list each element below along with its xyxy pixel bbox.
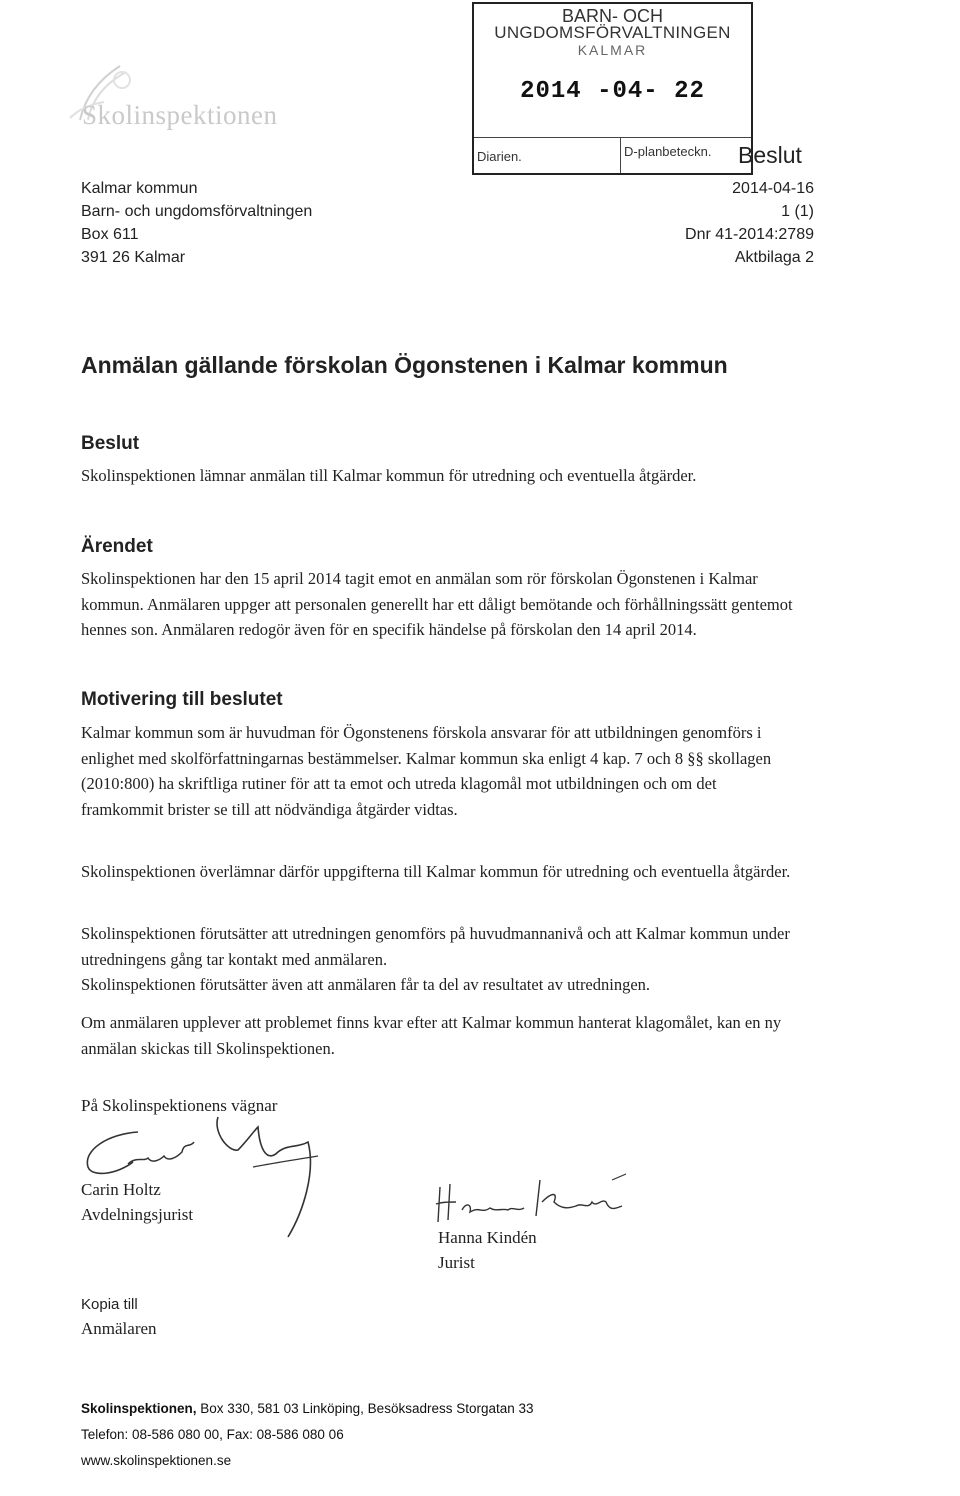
signer1-title: Avdelningsjurist bbox=[81, 1205, 194, 1224]
section-heading-arendet: Ärendet bbox=[81, 536, 153, 557]
stamp-label-dplan: D-planbeteckn. bbox=[624, 144, 712, 159]
footer-org: Skolinspektionen, bbox=[81, 1401, 197, 1416]
skolinspektionen-logo bbox=[40, 58, 340, 138]
handwritten-signature-icon bbox=[430, 1172, 640, 1232]
stamp-divider-vertical bbox=[620, 137, 621, 173]
diary-number: Dnr 41-2014:2789 bbox=[685, 226, 814, 243]
stamp-org-line1: BARN- OCH bbox=[561, 6, 663, 26]
footer-phone: Telefon: 08-586 080 00, Fax: 08-586 080 06 bbox=[81, 1427, 344, 1442]
beslut-text: Skolinspektionen lämnar anmälan till Kalmar kommun för utredning och eventuella åtgärder. bbox=[81, 466, 697, 485]
signer1-name: Carin Holtz bbox=[81, 1180, 161, 1199]
section-heading-motivering: Motivering till beslutet bbox=[81, 689, 283, 710]
motivering-paragraph-4: Om anmälaren upplever att problemet finns kvar efter att Kalmar kommun hanterat klagomålet, kan en ny anmälan skickas till Skolinspektionen. bbox=[81, 1013, 782, 1058]
motivering-paragraph-3: Skolinspektionen förutsätter att utredningen genomförs på huvudmannanivå och att Kalmar kommun under utredningens gång tar kontakt med anmälaren. bbox=[81, 924, 790, 969]
signature-intro: På Skolinspektionens vägnar bbox=[81, 1096, 278, 1115]
copy-to-recipient: Anmälaren bbox=[81, 1319, 157, 1338]
document-type: Beslut bbox=[738, 142, 802, 168]
motivering-paragraph-3b: Skolinspektionen förutsätter även att anmälaren får ta del av resultatet av utredningen. bbox=[81, 975, 651, 994]
signer2-name: Hanna Kindén bbox=[438, 1228, 537, 1247]
document-title: Anmälan gällande förskolan Ögonstenen i Kalmar kommun bbox=[81, 352, 728, 378]
recipient-line: 391 26 Kalmar bbox=[81, 249, 186, 266]
stamp-org-line2: UNGDOMSFÖRVALTNINGEN bbox=[494, 23, 731, 42]
recipient-line: Kalmar kommun bbox=[81, 180, 198, 197]
motivering-paragraph-2: Skolinspektionen överlämnar därför uppgifterna till Kalmar kommun för utredning och eventuella åtgärder. bbox=[81, 862, 791, 881]
stamp-label-diarie: Diarien. bbox=[477, 149, 522, 164]
attachment-label: Aktbilaga 2 bbox=[734, 249, 814, 266]
stamp-org-line3: KALMAR bbox=[577, 42, 648, 58]
section-heading-beslut: Beslut bbox=[81, 433, 140, 454]
document-date: 2014-04-16 bbox=[732, 180, 814, 197]
stamp-divider bbox=[474, 137, 751, 138]
arendet-text: Skolinspektionen har den 15 april 2014 tagit emot en anmälan som rör förskolan Ögonstenen i Kalmar kommun. Anmälaren uppger att personalen generellt har ett dåligt bemötande och förhållningssätt gentemot hennes son. Anmälaren redogör även för en specifik händelse på förskolan den 14 april 2014. bbox=[81, 569, 793, 639]
recipient-line: Box 611 bbox=[81, 226, 139, 243]
signer2-title: Jurist bbox=[438, 1253, 475, 1272]
stamp-date: 2014 -04- 22 bbox=[520, 78, 705, 105]
copy-to-label: Kopia till bbox=[81, 1296, 138, 1313]
received-stamp bbox=[472, 2, 753, 175]
footer-address bbox=[81, 1401, 534, 1416]
footer-web-link[interactable]: www.skolinspektionen.se bbox=[81, 1453, 232, 1468]
page-number: 1 (1) bbox=[781, 203, 814, 220]
footer-address-text: Box 330, 581 03 Linköping, Besöksadress Storgatan 33 bbox=[200, 1401, 534, 1416]
motivering-paragraph-1: Kalmar kommun som är huvudman för Ögonstenens förskola ansvarar för att utbildningen genomförs i enlighet med skolförfattningarnas bestämmelser. Kalmar kommun ska enligt 4 kap. 7 och 8 §§ skollagen (2010:800) ha skriftliga rutiner för att ta emot och utreda klagomål mot utbildningen och om det framkommit brister se till att nödvändiga åtgärder vidtas. bbox=[81, 723, 772, 819]
recipient-line: Barn- och ungdomsförvaltningen bbox=[81, 203, 313, 220]
logo-text: Skolinspektionen bbox=[82, 100, 278, 130]
